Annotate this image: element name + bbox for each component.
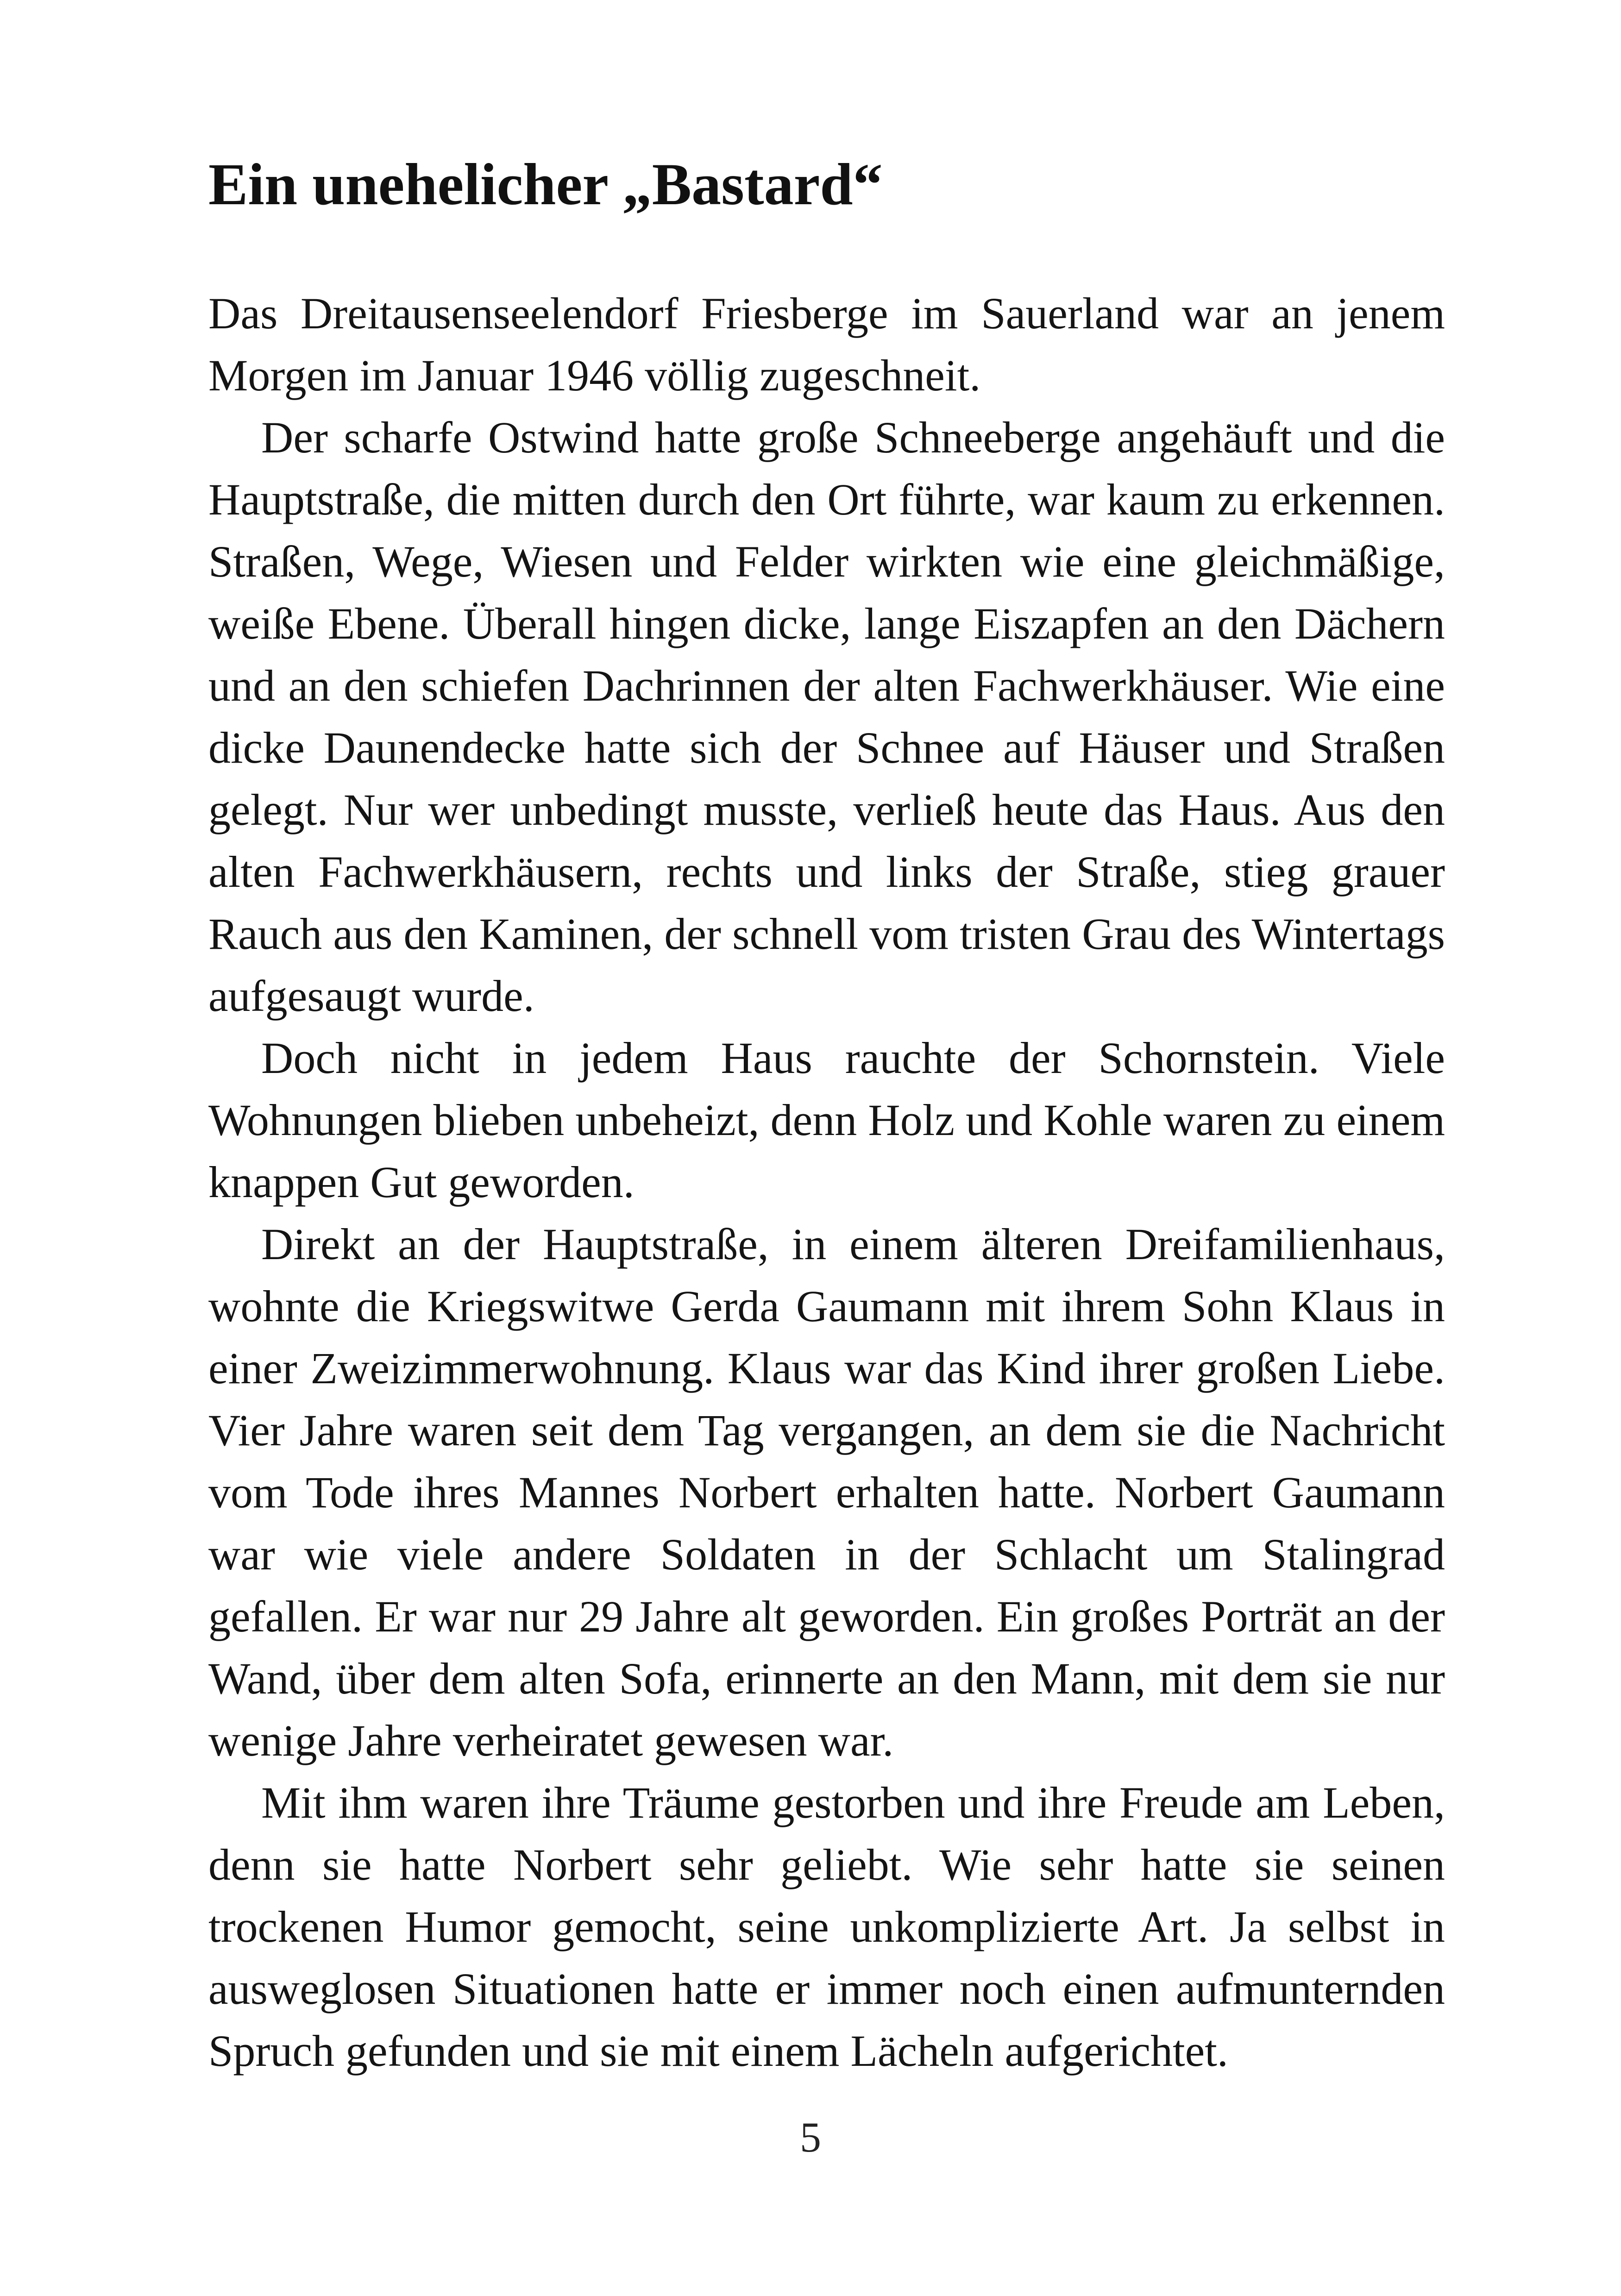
chapter-body — [208, 282, 1445, 2082]
paragraph: Das Dreitausenseelendorf Friesberge im Sauerland war an jenem Morgen im Januar 1946 völlig zugeschneit. — [208, 289, 1445, 400]
chapter-title: Ein unehelicher „Bastard“ — [208, 151, 883, 217]
paragraph: Doch nicht in jedem Haus rauchte der Schornstein. Viele Wohnungen blieben unbeheizt, denn Holz und Kohle waren zu einem knappen Gut geworden. — [208, 1033, 1445, 1207]
paragraph: Mit ihm waren ihre Träume gestorben und ihre Freude am Leben, denn sie hatte Norbert sehr geliebt. Wie sehr hatte sie seinen trockenen Humor gemocht, seine unkomplizierte Art. Ja selbst in ausweglosen Situationen hatte er immer noch einen aufmunternden Spruch gefunden und sie mit einem Lächeln aufgerichtet. — [208, 1778, 1445, 2076]
paragraph: Der scharfe Ostwind hatte große Schneeberge angehäuft und die Hauptstraße, die mitten durch den Ort führte, war kaum zu erkennen. Straßen, Wege, Wiesen und Felder wirkten wie eine gleichmäßige, weiße Ebene. Überall hingen dicke, lange Eiszapfen an den Dächern und an den schiefen Dachrinnen der alten Fachwerkhäuser. Wie eine dicke Daunendecke hatte sich der Schnee auf Häuser und Straßen gelegt. Nur wer unbedingt musste, verließ heute das Haus. Aus den alten Fachwerkhäusern, rechts und links der Straße, stieg grauer Rauch aus den Kaminen, der schnell vom tristen Grau des Wintertags aufgesaugt wurde. — [208, 413, 1445, 1021]
paragraph: Direkt an der Hauptstraße, in einem älteren Dreifamilienhaus, wohnte die Kriegswitwe Gerda Gaumann mit ihrem Sohn Klaus in einer Zweizimmerwohnung. Klaus war das Kind ihrer großen Liebe. Vier Jahre waren seit dem Tag vergangen, an dem sie die Nachricht vom Tode ihres Mannes Norbert erhalten hatte. Norbert Gaumann war wie viele andere Soldaten in der Schlacht um Stalingrad gefallen. Er war nur 29 Jahre alt geworden. Ein großes Porträt an der Wand, über dem alten Sofa, erinnerte an den Mann, mit dem sie nur wenige Jahre verheiratet gewesen war. — [208, 1219, 1445, 1765]
page-number: 5 — [800, 2114, 821, 2161]
